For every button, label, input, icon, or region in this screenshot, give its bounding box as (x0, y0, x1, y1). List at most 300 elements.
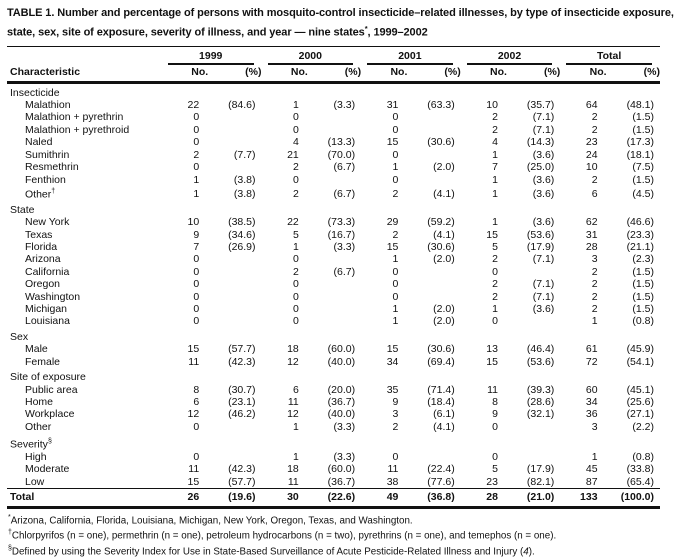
cell-pct-1999: (7.7) (233, 148, 256, 161)
cell-pct-2001: (4.1) (433, 420, 455, 433)
cell-no-2000: 11 (287, 395, 299, 408)
cell-no-1999: 9 (193, 228, 200, 241)
cell-no-total: 133 (560, 489, 606, 507)
cell-pct-2002: (53.6) (526, 228, 555, 241)
cell-no-total: 62 (585, 216, 598, 229)
cell-pct-2001: (36.8) (407, 489, 460, 507)
cell-no-total: 1 (591, 451, 598, 464)
cell-no-1999: 12 (187, 408, 200, 421)
cell-no-1999: 0 (193, 123, 200, 136)
cell-no-2000: 0 (292, 173, 299, 186)
cell-no-2002: 9 (492, 408, 498, 421)
row-label-total: Total (7, 489, 162, 507)
cell-no-2001: 15 (386, 241, 399, 254)
cell-no-1999: 0 (193, 420, 200, 433)
cell-pct-total: (65.4) (626, 475, 654, 488)
cell-pct-2001: (77.6) (427, 475, 455, 488)
cell-pct-total: (1.5) (632, 111, 654, 124)
cell-pct-1999 (208, 291, 261, 303)
cell-no-2000: 0 (292, 290, 299, 303)
cell-no-total: 3 (591, 253, 598, 266)
section-label-state: State (10, 203, 35, 216)
row-label-new-york: New York (25, 216, 70, 229)
year-header-2000 (262, 46, 362, 65)
cell-no-2001: 15 (386, 343, 399, 356)
footnote-reference: 4 (523, 546, 529, 558)
year-label-2002: 2002 (467, 50, 553, 65)
section-header-row-insecticide (7, 82, 660, 99)
cell-no-1999: 11 (188, 355, 200, 368)
cell-pct-1999: (26.9) (228, 241, 256, 254)
cell-no-2000: 12 (287, 355, 299, 368)
cell-pct-2001: (6.1) (433, 408, 455, 421)
cell-pct-2001 (407, 111, 460, 123)
cell-pct-total: (2.2) (632, 420, 654, 433)
cell-no-2002: 2 (492, 123, 498, 136)
cell-pct-2002: (7.1) (532, 278, 555, 291)
cell-pct-2001: (4.1) (433, 188, 455, 201)
cell-no-2000: 22 (287, 216, 299, 229)
cell-no-1999: 11 (188, 463, 200, 476)
cell-pct-2000: (13.3) (327, 136, 356, 149)
cell-pct-2001: (59.2) (427, 216, 455, 229)
cell-no-1999: 6 (193, 395, 200, 408)
cell-pct-2001: (2.0) (433, 253, 455, 266)
cell-no-2002: 11 (487, 383, 498, 396)
cell-pct-2000 (308, 111, 361, 123)
cell-no-2002: 1 (492, 173, 498, 186)
cell-pct-total: (45.9) (626, 343, 654, 356)
year-header-total (560, 46, 660, 65)
cell-no-1999: 22 (187, 99, 200, 112)
row-label-louisiana: Louisiana (25, 315, 70, 328)
row-label-sumithrin: Sumithrin (25, 148, 70, 161)
cell-pct-1999 (208, 421, 261, 433)
cell-no-2001: 0 (392, 290, 399, 303)
cell-pct-2000 (308, 278, 361, 290)
cell-pct-2000: (22.6) (308, 489, 361, 507)
cell-pct-1999: (42.3) (228, 463, 256, 476)
characteristic-header: Characteristic (7, 65, 162, 83)
cell-pct-2001: (18.4) (427, 395, 455, 408)
section-label-insecticide: Insecticide (10, 86, 60, 99)
cell-pct-2000: (40.0) (327, 408, 356, 421)
cell-pct-2002 (507, 421, 560, 433)
cell-pct-2001 (407, 278, 460, 290)
cell-no-2000: 2 (292, 161, 299, 174)
cell-pct-2001 (407, 149, 460, 161)
footnote-text: Chlorpyrifos (n = one), permethrin (n = one), petroleum hydrocarbons (n = two), pyrethrins (n = one), and temephos (n = one). (11, 530, 557, 542)
cell-pct-2002: (3.6) (532, 216, 555, 229)
cell-pct-2002: (39.3) (526, 383, 555, 396)
table-row-naled (7, 136, 660, 148)
cell-no-2002: 4 (492, 136, 498, 149)
table-row-workplace (7, 408, 660, 420)
cell-pct-2002: (17.9) (526, 241, 555, 254)
cell-no-1999: 0 (193, 451, 200, 464)
cell-no-2002: 0 (492, 315, 498, 328)
data-table (7, 46, 660, 509)
cell-pct-2000: (36.7) (327, 475, 356, 488)
cell-pct-2002 (507, 451, 560, 463)
cell-no-total: 64 (585, 99, 598, 112)
cell-pct-total: (48.1) (626, 99, 654, 112)
table-row-high (7, 451, 660, 463)
cell-pct-1999 (208, 278, 261, 290)
cell-no-2001: 1 (392, 303, 399, 316)
cell-pct-total: (33.8) (626, 463, 654, 476)
cell-pct-total: (1.5) (632, 173, 654, 186)
cell-no-2002: 23 (486, 475, 498, 488)
cell-no-2001: 11 (387, 463, 399, 476)
no-header-2001: No. (361, 65, 407, 83)
cell-pct-2001: (2.0) (433, 303, 455, 316)
cell-pct-2000 (308, 315, 361, 327)
row-label-michigan: Michigan (25, 303, 68, 316)
cell-no-2002: 0 (492, 451, 498, 464)
cell-no-1999: 8 (193, 383, 200, 396)
year-label-2000: 2000 (268, 50, 354, 65)
row-label-california: California (25, 265, 70, 278)
cell-no-total: 2 (591, 123, 598, 136)
cell-no-total: 45 (585, 463, 598, 476)
cell-no-2001: 2 (392, 188, 399, 201)
row-label-oregon: Oregon (25, 278, 61, 291)
cell-pct-2000 (308, 303, 361, 315)
cell-pct-total: (2.3) (632, 253, 654, 266)
table-row-michigan (7, 303, 660, 315)
cell-pct-2000: (16.7) (327, 228, 356, 241)
cell-no-2002: 8 (492, 395, 498, 408)
footnote-severity-index (8, 543, 681, 559)
cell-no-2000: 6 (292, 383, 299, 396)
cell-pct-2000: (3.3) (333, 99, 356, 112)
cell-pct-2001 (407, 124, 460, 136)
cell-pct-2000: (6.7) (333, 161, 356, 174)
cell-pct-2002: (17.9) (526, 463, 555, 476)
cell-pct-2000 (308, 174, 361, 186)
cell-pct-total: (54.1) (626, 355, 654, 368)
cell-no-2002: 1 (492, 216, 498, 229)
cell-no-2002: 1 (492, 188, 498, 201)
cell-pct-2001: (2.0) (433, 161, 455, 174)
cell-no-2001: 0 (392, 451, 399, 464)
cell-pct-2002: (3.6) (532, 148, 555, 161)
cell-no-2002: 7 (492, 161, 498, 174)
cell-pct-1999 (208, 266, 261, 278)
table-row-louisiana (7, 315, 660, 327)
cell-no-2001: 1 (392, 315, 399, 328)
row-label-arizona: Arizona (25, 253, 61, 266)
row-label-public-area: Public area (25, 383, 78, 396)
cell-no-2002: 28 (461, 489, 507, 507)
cell-no-2001: 3 (392, 408, 399, 421)
cell-no-2001: 2 (392, 420, 399, 433)
cell-pct-2001 (407, 174, 460, 186)
row-label-female: Female (25, 355, 61, 368)
cell-no-2002: 5 (492, 241, 498, 254)
cell-pct-total: (17.3) (626, 136, 654, 149)
cell-no-1999: 0 (193, 265, 200, 278)
cell-pct-2000 (308, 124, 361, 136)
cell-no-1999: 1 (193, 188, 200, 201)
cell-pct-1999 (208, 253, 261, 265)
row-label-malathion: Malathion (25, 99, 71, 112)
cell-pct-1999: (3.8) (233, 188, 256, 201)
cell-pct-2002: (3.6) (532, 173, 555, 186)
cell-no-total: 2 (591, 173, 598, 186)
cell-pct-2000 (308, 253, 361, 265)
cell-pct-2002: (28.6) (526, 395, 555, 408)
cell-no-2002: 10 (486, 99, 498, 112)
table-row-low (7, 476, 660, 489)
table-row-other (7, 186, 660, 201)
cell-no-2000: 1 (292, 451, 299, 464)
cell-pct-1999: (3.8) (233, 173, 256, 186)
cell-pct-2000: (73.3) (327, 216, 356, 229)
row-label-malathion-pyrethroid: Malathion + pyrethroid (25, 123, 130, 136)
cell-pct-2000: (3.3) (333, 451, 356, 464)
table-row-other (7, 421, 660, 433)
table-row-sumithrin (7, 149, 660, 161)
cell-pct-total: (1.5) (632, 278, 654, 291)
cell-pct-1999: (38.5) (228, 216, 256, 229)
cell-no-total: 72 (585, 355, 598, 368)
column-header-row (7, 65, 660, 83)
cell-no-total: 3 (591, 420, 598, 433)
cell-no-2002: 15 (486, 355, 498, 368)
table-row-fenthion (7, 174, 660, 186)
cell-pct-1999: (23.1) (228, 395, 256, 408)
cell-no-2001: 31 (386, 99, 399, 112)
cell-pct-1999 (208, 136, 261, 148)
cell-no-total: 23 (585, 136, 598, 149)
section-label-severity: Severity§ (10, 438, 52, 451)
cell-pct-1999 (208, 303, 261, 315)
cell-no-total: 2 (591, 290, 598, 303)
cell-pct-total: (100.0) (607, 489, 660, 507)
no-header-1999: No. (162, 65, 208, 83)
cell-no-1999: 26 (162, 489, 208, 507)
cell-no-1999: 0 (193, 136, 200, 149)
table-row-female (7, 356, 660, 368)
cell-pct-total: (1.5) (632, 303, 654, 316)
cell-pct-1999 (208, 111, 261, 123)
title-text: TABLE 1. Number and percentage of persons with mosquito-control insecticide–related illnesses, by type of insecticide exposure, state, sex, site of exposure, severity of illness, and year — nine states (7, 7, 674, 39)
table-row-new-york (7, 216, 660, 228)
cell-no-2000: 21 (287, 148, 299, 161)
cell-pct-2001: (30.6) (427, 241, 455, 254)
cell-pct-total: (0.8) (632, 451, 654, 464)
cell-no-2001: 0 (392, 111, 399, 124)
cell-no-2001: 0 (392, 173, 399, 186)
cell-pct-2001: (30.6) (427, 136, 455, 149)
table-row-florida (7, 241, 660, 253)
row-label-low: Low (25, 475, 45, 488)
cell-no-1999: 0 (193, 111, 200, 124)
cell-no-2001: 29 (386, 216, 399, 229)
table-row-malathion (7, 99, 660, 111)
cell-pct-2001 (407, 451, 460, 463)
title-suffix: , 1999–2002 (367, 26, 428, 39)
cell-no-2002: 15 (486, 228, 498, 241)
year-header-row (7, 46, 660, 65)
cell-no-2001: 2 (392, 228, 399, 241)
cell-pct-2001: (69.4) (427, 355, 455, 368)
year-label-1999: 1999 (168, 50, 254, 65)
footnote-marker-section: § (8, 545, 12, 553)
table-row-oregon (7, 278, 660, 290)
section-header-row-sex (7, 328, 660, 343)
title-footnote-marker: * (364, 24, 368, 33)
cell-pct-2000: (60.0) (327, 463, 356, 476)
cell-pct-2000: (3.3) (333, 420, 356, 433)
cell-no-1999: 10 (187, 216, 200, 229)
table-row-resmethrin (7, 161, 660, 173)
table-title (7, 6, 681, 41)
cell-no-2000: 30 (262, 489, 308, 507)
cell-pct-2002: (21.0) (507, 489, 560, 507)
table-row-malathion-pyrethrin (7, 111, 660, 123)
cell-pct-total: (7.5) (632, 161, 654, 174)
section-header-row-state (7, 201, 660, 216)
cell-no-2001: 49 (361, 489, 407, 507)
cell-pct-2001: (71.4) (427, 383, 455, 396)
cell-pct-2001: (4.1) (433, 228, 455, 241)
cell-pct-2002: (3.6) (532, 303, 555, 316)
cell-no-2001: 1 (392, 253, 399, 266)
no-header-total: No. (560, 65, 606, 83)
footnote-states (8, 512, 681, 528)
cell-no-1999: 15 (187, 343, 200, 356)
cell-no-total: 2 (591, 303, 598, 316)
cell-no-total: 36 (585, 408, 598, 421)
cell-pct-1999 (208, 124, 261, 136)
section-label-site-of-exposure: Site of exposure (10, 371, 86, 384)
cell-no-total: 34 (585, 395, 598, 408)
cell-pct-total: (18.1) (626, 148, 654, 161)
cell-pct-1999 (208, 161, 261, 173)
row-label-workplace: Workplace (25, 408, 75, 421)
cell-no-1999: 7 (193, 241, 200, 254)
footnote-marker-asterisk: * (8, 513, 11, 521)
cell-no-2000: 0 (292, 315, 299, 328)
row-label-fenthion: Fenthion (25, 173, 66, 186)
row-label-texas: Texas (25, 228, 53, 241)
cell-no-total: 6 (591, 188, 598, 201)
cell-no-total: 31 (585, 228, 598, 241)
cell-pct-2000: (60.0) (327, 343, 356, 356)
cell-no-1999: 1 (193, 173, 200, 186)
cell-pct-2002: (35.7) (526, 99, 555, 112)
cell-pct-2002: (7.1) (532, 290, 555, 303)
cell-no-1999: 0 (193, 290, 200, 303)
cell-no-2001: 35 (386, 383, 399, 396)
footnote-text: Arizona, California, Florida, Louisiana, Michigan, New York, Oregon, Texas, and Washington. (10, 514, 413, 526)
table-row-moderate (7, 463, 660, 475)
row-label-home: Home (25, 395, 54, 408)
row-label-other: Other† (25, 187, 56, 201)
pct-header-2002: (%) (507, 65, 560, 83)
row-label-naled: Naled (25, 136, 53, 149)
row-label-other: Other (25, 420, 52, 433)
year-label-2001: 2001 (367, 50, 453, 65)
cell-no-total: 24 (585, 148, 598, 161)
footnote-marker-superscript: § (47, 438, 52, 446)
cell-no-total: 60 (585, 383, 598, 396)
pct-header-2001: (%) (407, 65, 460, 83)
cell-no-2001: 0 (392, 265, 399, 278)
cell-no-2001: 9 (392, 395, 399, 408)
table-row-california (7, 266, 660, 278)
cell-pct-1999: (57.7) (228, 475, 256, 488)
section-header-row-severity (7, 433, 660, 451)
cell-pct-total: (0.8) (632, 315, 654, 328)
cell-no-2001: 0 (392, 278, 399, 291)
cell-no-2002: 2 (492, 253, 498, 266)
row-label-resmethrin: Resmethrin (25, 161, 79, 174)
cell-no-2000: 18 (287, 463, 299, 476)
cell-no-1999: 0 (193, 253, 200, 266)
cell-pct-2002: (53.6) (526, 355, 555, 368)
cell-no-1999: 0 (193, 278, 200, 291)
total-row (7, 489, 660, 507)
cell-no-2000: 2 (292, 265, 299, 278)
cell-no-total: 2 (591, 278, 598, 291)
table-row-washington (7, 291, 660, 303)
cell-no-2002: 2 (492, 278, 498, 291)
cell-pct-1999: (57.7) (228, 343, 256, 356)
cell-pct-2000: (70.0) (327, 148, 356, 161)
cell-pct-2001: (22.4) (427, 463, 455, 476)
cell-pct-total: (46.6) (626, 216, 654, 229)
cell-no-total: 28 (585, 241, 598, 254)
table-row-public-area (7, 384, 660, 396)
row-label-male: Male (25, 343, 48, 356)
cell-pct-total: (4.5) (632, 188, 654, 201)
cell-no-2000: 4 (292, 136, 299, 149)
cell-no-2000: 18 (287, 343, 299, 356)
cell-no-2002: 2 (492, 290, 498, 303)
cell-pct-1999: (84.6) (228, 99, 256, 112)
cell-no-2002: 5 (492, 463, 498, 476)
cell-no-1999: 2 (193, 148, 200, 161)
cell-pct-2002 (507, 266, 560, 278)
cell-pct-2001 (407, 266, 460, 278)
cell-no-2000: 11 (287, 475, 299, 488)
footnote-other-insecticides (8, 527, 681, 543)
cell-no-2000: 1 (292, 241, 299, 254)
cell-no-2000: 0 (292, 278, 299, 291)
cell-no-total: 2 (591, 111, 598, 124)
cell-no-2001: 34 (386, 355, 399, 368)
section-label-sex: Sex (10, 330, 29, 343)
cell-no-total: 10 (585, 161, 598, 174)
section-header-row-site-of-exposure (7, 368, 660, 383)
cell-no-2002: 0 (492, 265, 498, 278)
cell-no-total: 61 (585, 343, 598, 356)
cell-pct-2002: (32.1) (526, 408, 555, 421)
cell-no-2000: 0 (292, 303, 299, 316)
cell-pct-1999: (46.2) (228, 408, 256, 421)
cell-pct-1999 (208, 451, 261, 463)
cell-no-1999: 0 (193, 161, 200, 174)
cell-pct-2000: (3.3) (333, 241, 356, 254)
year-header-2002 (461, 46, 561, 65)
row-label-washington: Washington (25, 290, 81, 303)
cell-no-2000: 12 (287, 408, 299, 421)
cell-pct-2001 (407, 291, 460, 303)
